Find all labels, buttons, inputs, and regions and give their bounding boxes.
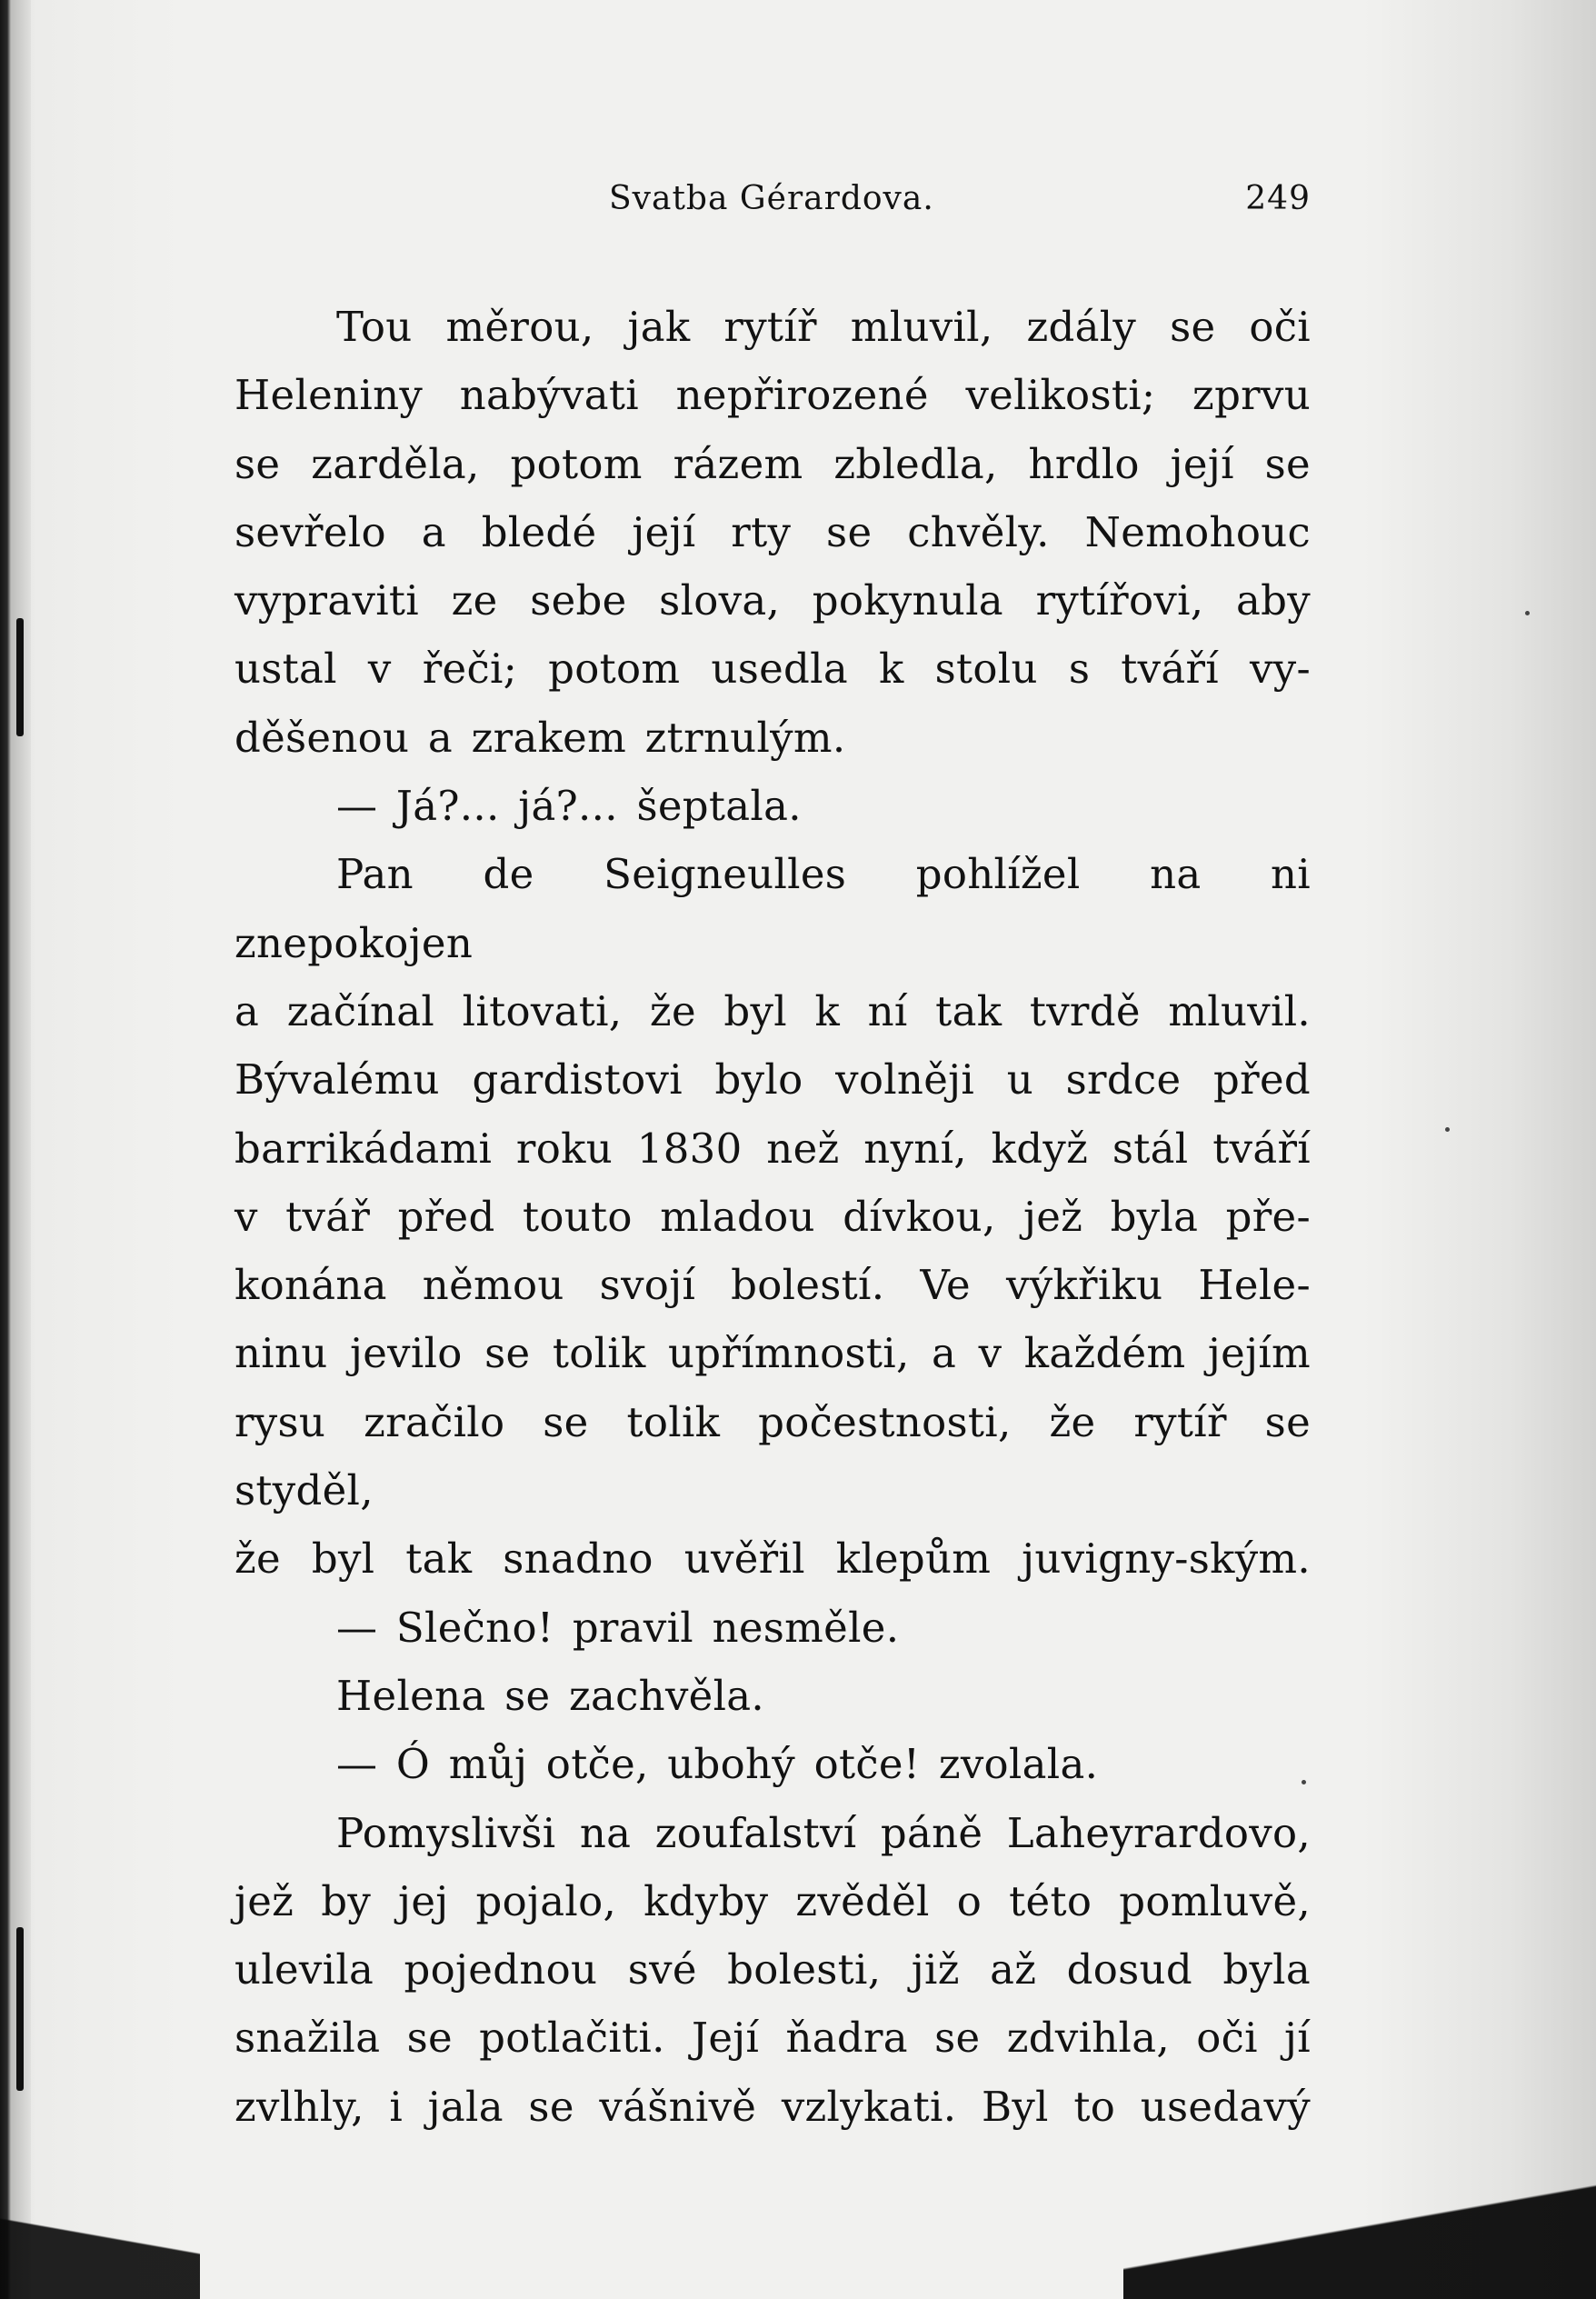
page-corner-shadow — [1123, 2154, 1596, 2299]
page-number: 249 — [1245, 180, 1311, 217]
text-line: Pomyslivši na zoufalství páně Laheyrardovo, — [336, 1808, 1311, 1857]
text-line: ninu jevilo se tolik upřímnosti, a v každém jejím — [234, 1329, 1311, 1378]
text-line: Heleniny nabývati nepřirozené velikosti; zprvu — [234, 371, 1311, 420]
spine-mark — [16, 1927, 24, 2091]
page-header — [234, 180, 1311, 235]
text-line: zvlhly, i jala se vášnivě vzlykati. Byl to usedavý — [234, 2082, 1311, 2131]
paper-speck — [1445, 1127, 1450, 1132]
text-line: snažila se potlačiti. Její ňadra se zdvihla, oči jí — [234, 2014, 1311, 2063]
text-line: Bývalému gardistovi bylo volněji u srdce před — [234, 1055, 1311, 1105]
text-line: rysu zračilo se tolik počestnosti, že rytíř se styděl, — [234, 1397, 1311, 1515]
text-line: a začínal litovati, že byl k ní tak tvrdě mluvil. — [234, 986, 1311, 1035]
text-line: ustal v řeči; potom usedla k stolu s tváří vy- — [234, 645, 1311, 694]
text-line: sevřelo a bledé její rty se chvěly. Nemohouc — [234, 507, 1311, 556]
text-line: že byl tak snadno uvěřil klepům juvigny-ským. — [234, 1534, 1311, 1584]
running-title: Svatba Gérardova. — [609, 180, 934, 217]
text-line: ulevila pojednou své bolesti, již až dosud byla — [234, 1945, 1311, 1994]
text-line: se zarděla, potom rázem zbledla, hrdlo její se — [234, 439, 1311, 488]
text-line: Helena se zachvěla. — [336, 1671, 765, 1720]
page-spine-edge — [0, 0, 31, 2299]
text-line: jež by jej pojalo, kdyby zvěděl o této pomluvě, — [234, 1876, 1311, 1925]
text-line: Pan de Seigneulles pohlížel na ni znepokojen — [234, 850, 1311, 967]
text-line: vypraviti ze sebe slova, pokynula rytířovi, aby — [234, 576, 1311, 625]
text-line: konána němou svojí bolestí. Ve výkřiku Hele- — [234, 1261, 1311, 1310]
paper-speck — [1525, 611, 1530, 615]
text-line: barrikádami roku 1830 než nyní, když stál tváří — [234, 1124, 1311, 1173]
text-line: — Já?... já?... šeptala. — [336, 782, 802, 831]
text-line: Tou měrou, jak rytíř mluvil, zdály se oči — [336, 303, 1311, 351]
text-line: — Slečno! pravil nesměle. — [336, 1603, 900, 1652]
text-line: děšenou a zrakem ztrnulým. — [234, 713, 846, 762]
page-corner-shadow — [0, 2154, 200, 2299]
text-line: — Ó můj otče, ubohý otče! zvolala. — [336, 1740, 1099, 1789]
body-text — [234, 293, 1311, 2141]
text-line: v tvář před touto mladou dívkou, jež byla pře- — [234, 1192, 1311, 1241]
spine-mark — [16, 618, 24, 736]
